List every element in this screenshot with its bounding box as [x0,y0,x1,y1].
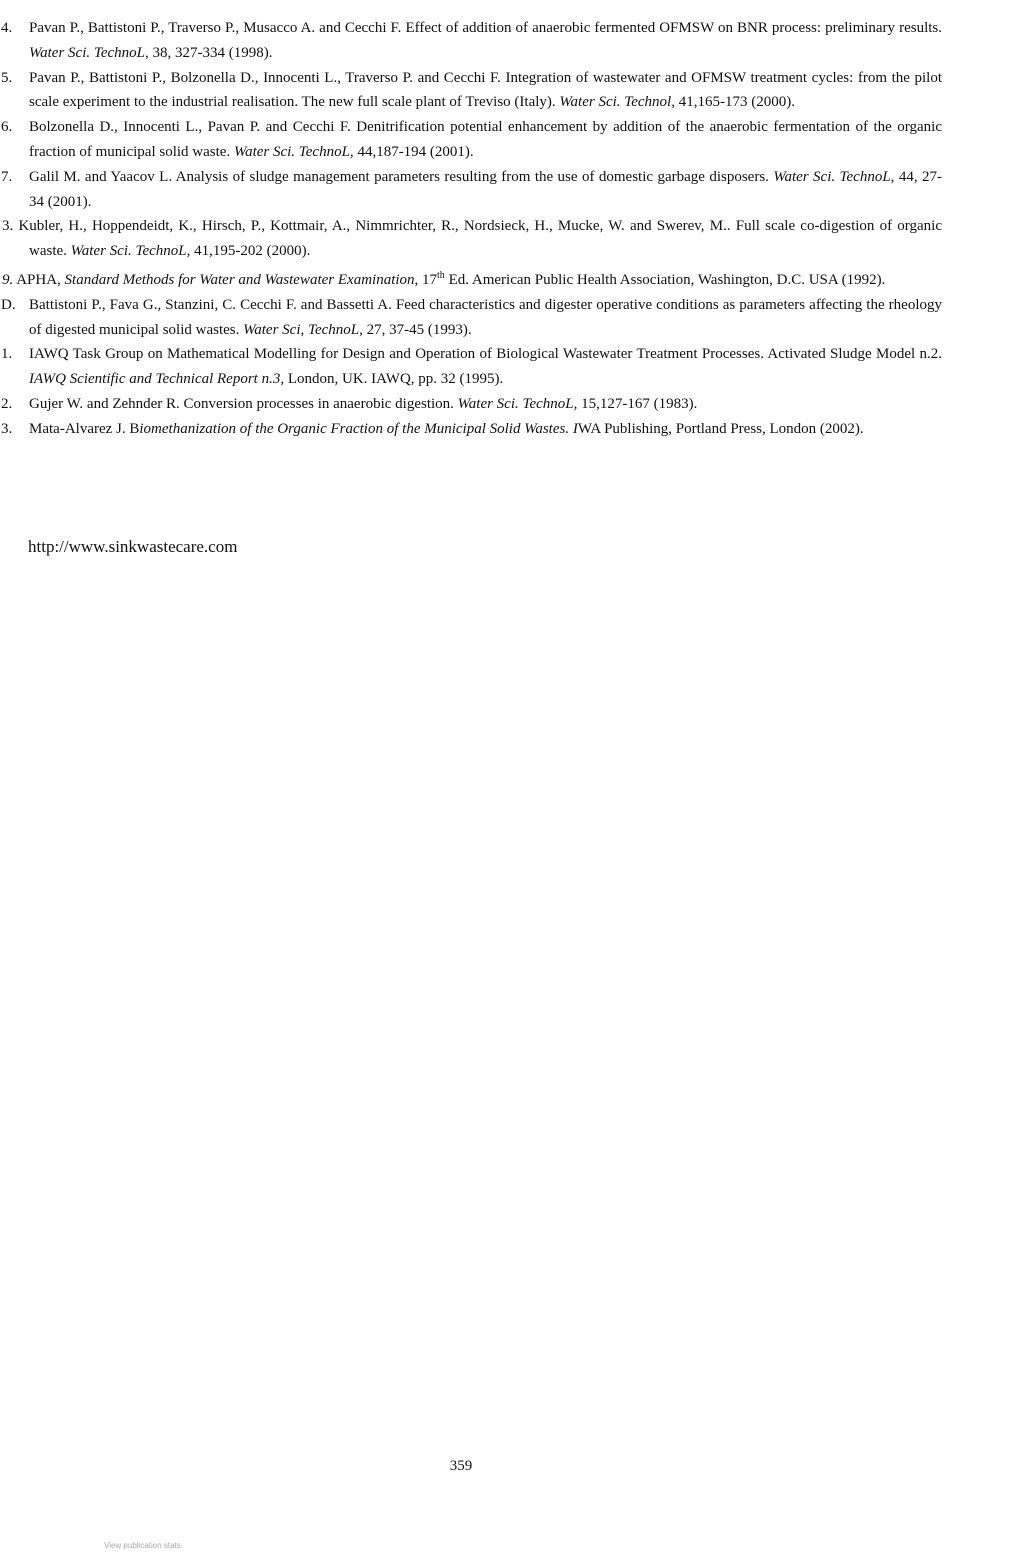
italic-citation: iomethanization of the Organic Fraction of the Municipal Solid Wastes. I [139,420,578,437]
citation-segment: Mata-Alvarez J. B [29,420,140,437]
reference-item [0,165,942,215]
italic-citation: Water Sci. TechnoL, [773,168,895,185]
citation-segment: 15,127-167 (1983). [577,395,698,412]
reference-text [29,396,697,412]
reference-number: 5. [1,69,13,86]
citation-segment: APHA, [16,271,65,288]
page-number: 359 [449,1458,473,1474]
citation-segment: London, UK. IAWQ, pp. 32 (1995). [284,371,504,388]
reference-item [0,214,942,264]
reference-number: 6. [1,119,13,136]
italic-citation: Water Sci. TechnoL, [457,395,578,412]
citation-segment: Battistoni P., Fava G., Stanzini, C. Cecchi F. and Bassetti A. Feed characteristics and digester operative conditions as parameters affecting the rheology of digested municipal solid wastes. [29,296,942,338]
italic-citation: Water Sci. TechnoL, [233,143,354,160]
reference-text [29,20,942,61]
reference-item [0,66,942,116]
citation-segment: 38, 327-334 (1998). [148,44,273,61]
reference-item [0,417,942,442]
reference-text [29,169,942,210]
citation-segment: Kubler, H., Hoppendeidt, K., Hirsch, P., Kottmair, A., Nimmrichter, R., Nordsieck, H., Mucke, W. and Swerev, M.. Full scale co-digestion of organic waste. [18,218,943,260]
website-url[interactable]: http://www.sinkwastecare.com [28,537,238,556]
reference-number: 9. [2,271,14,288]
citation-segment: 27, 37-45 (1993). [362,321,472,338]
reference-text [29,119,942,160]
citation-segment: Pavan P., Battistoni P., Bolzonella D., Innocenti L., Traverso P. and Cecchi F. Integration of wastewater and OFMSW treatment cycles: from the pilot scale experiment to the industrial realisation. The new full scale plant of Treviso (Italy). [29,69,942,111]
reference-text [18,218,942,259]
reference-number: 4. [1,20,13,36]
italic-citation: Water Sci, TechnoL, [243,321,363,338]
reference-number: D. [1,296,16,313]
reference-item [0,293,942,343]
citation-segment: Bolzonella D., Innocenti L., Pavan P. and Cecchi F. Denitrification potential enhancement by addition of the anaerobic fermentation of the organic fraction of municipal solid waste. [29,119,942,160]
citation-segment: 41,195-202 (2000). [190,243,311,260]
citation-segment: Galil M. and Yaacov L. Analysis of sludge management parameters resulting from the use of domestic garbage disposers. [29,168,774,185]
citation-segment: WA Publishing, Portland Press, London (2002). [577,420,864,437]
citation-segment: 44, 27-34 (2001). [29,168,943,210]
reference-item [0,392,942,417]
reference-item [0,342,942,392]
citation-segment: Ed. American Public Health Association, Washington, D.C. USA (1992). [444,271,886,288]
italic-citation: Water Sci. TechnoL, [29,44,149,61]
citation-segment: 17 [418,271,438,288]
reference-number: 2. [1,395,13,412]
reference-number: 3. [1,420,13,437]
citation-segment: Gujer W. and Zehnder R. Conversion processes in anaerobic digestion. [29,395,458,412]
reference-text [29,346,942,387]
reference-list [0,16,942,442]
reference-item [0,264,942,293]
reference-text [16,269,886,288]
reference-text [29,70,942,111]
italic-citation: IAWQ Scientific and Technical Report n.3, [29,371,285,388]
citation-segment: 44,187-194 (2001). [353,143,474,160]
italic-citation: Water Sci. TechnoL, [70,243,191,260]
citation-segment: 41,165-173 (2000). [674,94,795,111]
superscript-text: th [437,269,445,281]
reference-number: 7. [1,168,13,185]
citation-segment: IAWQ Task Group on Mathematical Modelling for Design and Operation of Biological Wastewater Treatment Processes. Activated Sludge Model n.2. [29,346,942,363]
italic-citation: Standard Methods for Water and Wastewater Examination, [64,271,419,288]
reference-text [29,421,864,437]
reference-item [0,115,942,165]
reference-number: 3. [2,218,14,235]
reference-text [29,297,942,338]
reference-number: 1. [1,346,13,363]
reference-item [0,16,942,66]
italic-citation: Water Sci. Technol, [559,94,675,111]
view-publication-stats-link[interactable]: View publication stats [104,1541,181,1550]
citation-segment: Pavan P., Battistoni P., Traverso P., Musacco A. and Cecchi F. Effect of addition of anaerobic fermented OFMSW on BNR process: preliminary results. [29,20,942,36]
